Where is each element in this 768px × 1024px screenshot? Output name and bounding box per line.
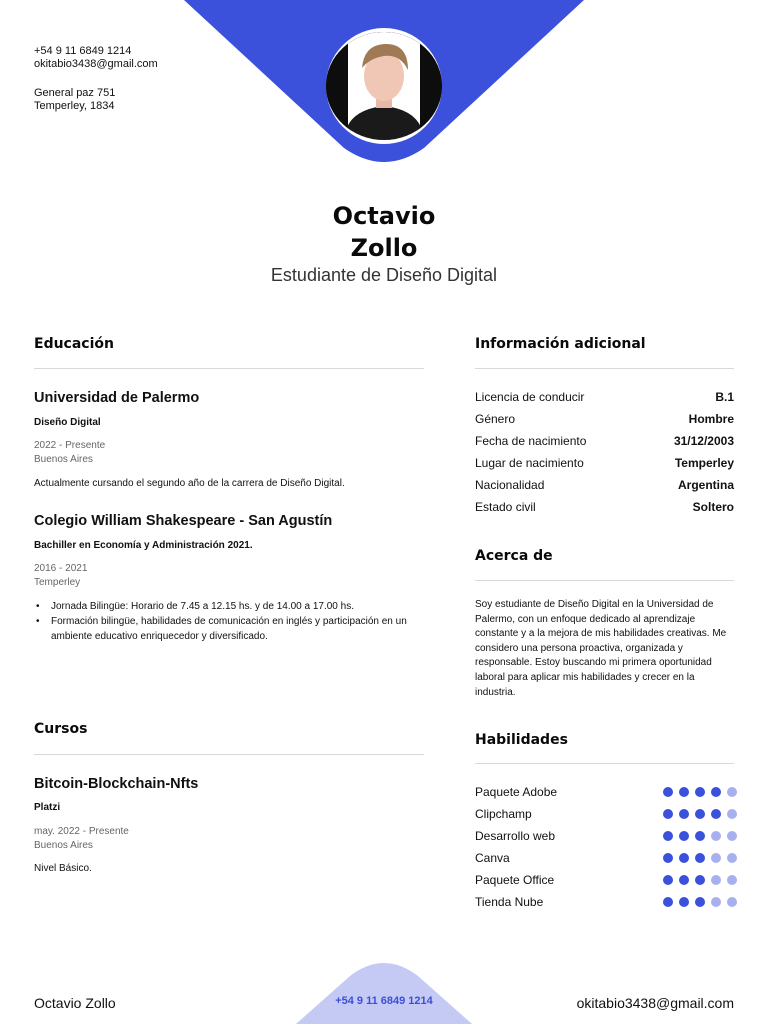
about-heading: Acerca de xyxy=(475,548,553,564)
course-description-1: Nivel Básico. xyxy=(34,863,92,874)
education-meta-1 xyxy=(34,439,105,467)
education-bullets-2 xyxy=(34,599,424,644)
skill-dot-filled-icon xyxy=(663,787,673,797)
profile-photo xyxy=(326,32,442,140)
info-row xyxy=(475,390,734,404)
course-dates-1: may. 2022 - Presente xyxy=(34,826,129,837)
first-name: Octavio xyxy=(332,202,436,230)
course-location-1: Buenos Aires xyxy=(34,840,93,851)
last-name: Zollo xyxy=(350,234,418,262)
about-divider xyxy=(475,580,734,581)
person-photo-icon xyxy=(326,32,442,140)
skill-dot-filled-icon xyxy=(663,875,673,885)
education-divider xyxy=(34,368,424,369)
skill-level-rating xyxy=(663,897,737,907)
skill-dot-filled-icon xyxy=(663,897,673,907)
skill-dot-filled-icon xyxy=(695,853,705,863)
skill-level-rating xyxy=(663,853,737,863)
info-row xyxy=(475,434,734,448)
skill-dot-filled-icon xyxy=(695,875,705,885)
course-name-1: Bitcoin-Blockchain-Nfts xyxy=(34,776,199,792)
skill-dot-empty-icon xyxy=(727,831,737,841)
contact-phone: +54 9 11 6849 1214 xyxy=(34,45,132,57)
skill-dot-filled-icon xyxy=(679,831,689,841)
skill-row xyxy=(475,873,737,887)
info-value: 31/12/2003 xyxy=(673,434,734,448)
skill-name: Desarrollo web xyxy=(475,829,556,843)
skill-dot-filled-icon xyxy=(711,787,721,797)
footer-decorative-shape xyxy=(0,960,768,1024)
info-label: Licencia de conducir xyxy=(475,390,585,404)
skill-dot-empty-icon xyxy=(727,809,737,819)
skill-dot-empty-icon xyxy=(727,897,737,907)
info-label: Estado civil xyxy=(475,500,536,514)
education-location-2: Temperley xyxy=(34,577,81,588)
skills-divider xyxy=(475,763,734,764)
skill-dot-filled-icon xyxy=(663,831,673,841)
info-value: Hombre xyxy=(688,412,734,426)
education-dates-2: 2016 - 2021 xyxy=(34,563,88,574)
skill-dot-filled-icon xyxy=(679,809,689,819)
skill-dot-filled-icon xyxy=(695,897,705,907)
skill-row xyxy=(475,785,737,799)
skill-dot-empty-icon xyxy=(711,875,721,885)
info-value: Argentina xyxy=(677,478,734,492)
education-institution-2: Colegio William Shakespeare - San Agustín xyxy=(34,513,333,529)
education-institution-1: Universidad de Palermo xyxy=(34,390,200,406)
skill-dot-empty-icon xyxy=(727,875,737,885)
contact-email: okitabio3438@gmail.com xyxy=(34,58,158,70)
skill-level-rating xyxy=(663,787,737,797)
skill-dot-filled-icon xyxy=(695,787,705,797)
list-item: • Jornada Bilingüe: Horario de 7.45 a 12.15 hs. y de 14.00 a 17.00 hs. xyxy=(34,599,424,614)
skill-row xyxy=(475,895,737,909)
info-label: Nacionalidad xyxy=(475,478,545,492)
person-name xyxy=(0,200,768,264)
education-description-1: Actualmente cursando el segundo año de la carrera de Diseño Digital. xyxy=(34,478,345,489)
info-label: Género xyxy=(475,412,516,426)
education-degree-1: Diseño Digital xyxy=(34,417,101,428)
skill-name: Canva xyxy=(475,851,510,865)
skill-dot-filled-icon xyxy=(679,787,689,797)
footer-phone: +54 9 11 6849 1214 xyxy=(335,995,433,1007)
contact-block xyxy=(34,45,158,113)
info-value: Temperley xyxy=(674,456,734,470)
list-item: • Formación bilingüe, habilidades de comunicación en inglés y participación en un ambiente educativo enriquecedor y diversificado. xyxy=(34,614,424,644)
skills-heading: Habilidades xyxy=(475,732,568,748)
education-heading: Educación xyxy=(34,336,114,352)
education-degree-2: Bachiller en Economía y Administración 2021. xyxy=(34,540,253,551)
contact-address-line1: General paz 751 xyxy=(34,87,116,99)
info-row xyxy=(475,478,734,492)
info-row xyxy=(475,456,734,470)
info-value: Soltero xyxy=(692,500,734,514)
skill-row xyxy=(475,851,737,865)
skill-dot-filled-icon xyxy=(679,853,689,863)
courses-divider xyxy=(34,754,424,755)
skill-dot-filled-icon xyxy=(695,809,705,819)
info-label: Fecha de nacimiento xyxy=(475,434,587,448)
education-location-1: Buenos Aires xyxy=(34,454,93,465)
additional-info-heading: Información adicional xyxy=(475,336,646,352)
skill-dot-empty-icon xyxy=(711,831,721,841)
skill-name: Paquete Adobe xyxy=(475,785,558,799)
skill-name: Clipchamp xyxy=(475,807,532,821)
skill-level-rating xyxy=(663,875,737,885)
about-text: Soy estudiante de Diseño Digital en la Universidad de Palermo, con un enfoque dedicado al aprendizaje constante y a la mejora de mis habilidades creativas. Me considero una persona proactiva, organizada y responsable. Estoy buscando mi primera oportunidad laboral para aplicar mis habilidades y crecer en la industria. xyxy=(475,599,727,698)
skill-dot-filled-icon xyxy=(663,853,673,863)
footer-name: Octavio Zollo xyxy=(34,995,116,1011)
info-row xyxy=(475,500,734,514)
course-provider-1: Platzi xyxy=(34,802,61,813)
skill-level-rating xyxy=(663,809,737,819)
skill-dot-empty-icon xyxy=(727,787,737,797)
skill-name: Paquete Office xyxy=(475,873,555,887)
footer-email: okitabio3438@gmail.com xyxy=(576,995,734,1011)
skill-level-rating xyxy=(663,831,737,841)
course-meta-1 xyxy=(34,825,129,853)
education-dates-1: 2022 - Presente xyxy=(34,440,106,451)
role-title: Estudiante de Diseño Digital xyxy=(270,265,498,285)
skill-name: Tienda Nube xyxy=(475,895,544,909)
info-row xyxy=(475,412,734,426)
additional-info-divider xyxy=(475,368,734,369)
skill-dot-filled-icon xyxy=(711,809,721,819)
skill-dot-empty-icon xyxy=(711,897,721,907)
skill-dot-empty-icon xyxy=(727,853,737,863)
courses-heading: Cursos xyxy=(34,721,88,737)
skill-dot-filled-icon xyxy=(679,897,689,907)
info-label: Lugar de nacimiento xyxy=(475,456,584,470)
skill-dot-empty-icon xyxy=(711,853,721,863)
contact-address-line2: Temperley, 1834 xyxy=(34,100,115,112)
info-value: B.1 xyxy=(715,390,734,404)
skill-row xyxy=(475,807,737,821)
skill-dot-filled-icon xyxy=(663,809,673,819)
skill-dot-filled-icon xyxy=(695,831,705,841)
skill-row xyxy=(475,829,737,843)
education-meta-2 xyxy=(34,562,87,590)
skill-dot-filled-icon xyxy=(679,875,689,885)
